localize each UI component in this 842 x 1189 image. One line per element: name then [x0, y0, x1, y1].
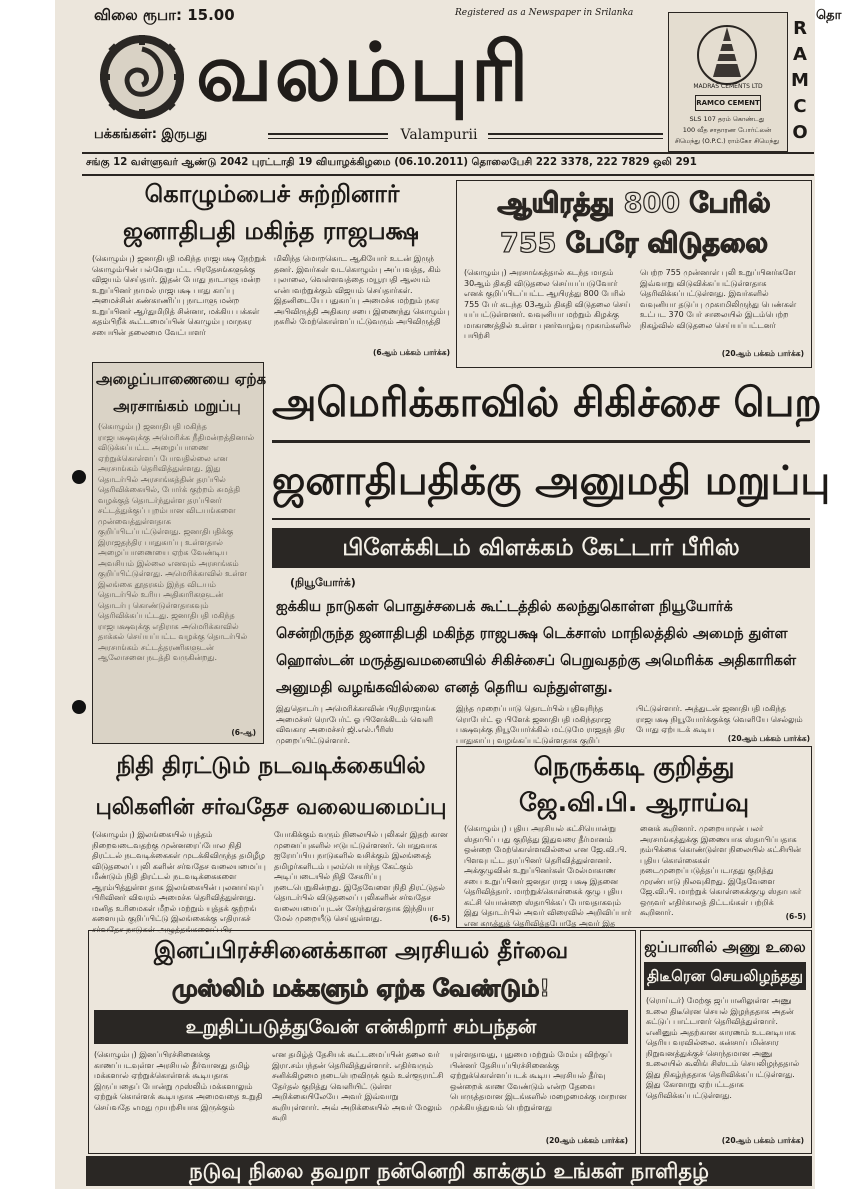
japan-body: (ரொய்டர்) மேற்கு ஜப்பானிலுள்ள அணு உலை திடீரென செயல் இழந்ததாக அதன் கட்டுப் பாட்டாளர் தெரிவித்துள்ளார். எனினும் அதற்கான காரணம் உடனடியாக தெரிய வரவில்லை. கன்சாய் மின்சார நிறுவனத்துக்குச் சொந்தமான அணு உலையில் கூலிங் சிஸ்டம் செயலிழந்ததால் இது நிகழ்ந்ததாக தெரிவிக்கப்பட்டுள்ளது. இது கோளாறு ஏற்பட்டதாக தெரிவிக்கப்பட்டுள்ளது. [646, 996, 800, 1100]
main-col-3: பிட்டுள்ளார். அத்துடன் ஜனாதிபதி மகிந்த ராஜபக்ஷ நியூயோர்க்குக்கு வெளியே செல்லும் போது ஏற்படக் கூடிய [636, 704, 803, 734]
punch-hole-top [72, 470, 86, 484]
main-subheadline: பிளேக்கிடம் விளக்கம் கேட்டார் பீரிஸ் [272, 528, 810, 568]
main-headline-rule [272, 440, 810, 443]
main-headline-2: ஜனாதிபதிக்கு அனுமதி மறுப்பு [272, 458, 831, 504]
masthead-title: வலம்புரி [196, 25, 531, 119]
masthead-rule-right-2 [488, 138, 663, 139]
main-col-1: இதுதொடர்பு அமெரிக்காவின் பிரதிராஜாங்க அமைச்சர் ரொபேர்ட் ஓ பிளேக்கிடம் வெளி விவகார அமைச்சர் ஜி.எல்.பீரிஸ் முறைப்பிட்டுள்ளார். [276, 704, 436, 745]
tamil-headline-2: முஸ்லிம் மக்களும் ஏற்க வேண்டும்! [172, 976, 550, 1002]
govt-headline-1: அழைப்பாணையை ஏற்க [96, 370, 267, 388]
masthead-rule-left [268, 133, 388, 135]
footer-slogan: நடுவு நிலை தவறா நன்னெறி காக்கும் உங்கள் நாளிதழ் [86, 1156, 812, 1186]
dateline-rule-top [82, 152, 814, 154]
masthead-rule-right [488, 133, 663, 135]
masthead-rule-left-2 [268, 138, 388, 139]
masthead-romanized: Valampurii [400, 127, 478, 143]
main-headline-rule-2 [272, 518, 810, 520]
govt-continued: (6-ஆ) [231, 728, 256, 737]
dateline: சங்கு 12 வள்ளுவர் ஆண்டு 2042 புரட்டாதி 19 வியாழக்கிழமை (06.10.2011) தொலைபேசி 222 3378, 222 7829 ஒலி 291 [86, 157, 697, 168]
tamil-col-1: (கொழும்பு) இனப்பிரச்சினைக்கு காணப்படவுள்ள அரசியல் தீர்வானது தமிழ் மக்களால் ஏற்றுக்கொள்ளக் கூடியதாக இருப்பதைப் போன்று முஸ்லிம் மக்களாலும் ஏற்றுக் கொள்ளக் கூடியதாக அமைவதை உறுதி செய்வதே எமது முயற்சியாக இருக்கும் [94, 1050, 263, 1112]
conch-logo [98, 33, 186, 121]
registration-note: Registered as a Newspaper in Srilanka [455, 8, 634, 18]
price-label: விலை ரூபா: 15.00 [94, 6, 235, 24]
colombo-headline-2: ஜனாதிபதி மகிந்த ராஜபக்ஷ [123, 217, 419, 245]
advert-line-2: 100 வீத சாதாரண போர்ட்லன் [682, 126, 772, 134]
advert-line-1: SLS 107 தரம் கொண்டது [689, 115, 765, 123]
colombo-continued: (6ஆம் பக்கம் பார்க்க) [372, 348, 450, 357]
pages-label: பக்கங்கள்: இருபது [94, 127, 208, 142]
advert-company: MADRAS CEMENTS LTD [693, 83, 763, 90]
release-continued: (20ஆம் பக்கம் பார்க்க) [721, 349, 804, 358]
release-col-2: பெற்ற 755 முன்னாள் புலி உறுப்பினர்களே இவ்வாறு விடுவிக்கப்பட்டுள்ளதாக தெரிவிக்கப்பட்டுள்ளது. இவர்களில் வவுனியா தடுப்பு முகாமிலிருந்து பெண்கள் உட்பட 370 பேர் சாலையில் இடம்பெற்ற நிகழ்வில் விடுதலை செய்யப்பட்டனர் [640, 268, 797, 330]
main-headline-1: அமெரிக்காவில் சிகிச்சை பெற [272, 380, 822, 426]
govt-body: (கொழும்பு) ஜனாதிபதி மகிந்த ராஜபக்ஷவுக்கு அமெரிக்க நீதிமன்றத்தினால் விடுக்கப்பட்ட அழைப்பாணை ஏற்றுக்கொள்ளப் போவதில்லை என அரசாங்கம் தெரிவித்துள்ளது. இது தொடர்பில் அரசாங்கத்தின் தரப்பில் தெரிவிக்கையில், போர்க் குற்றம் சுமத்தி வழக்குத் தொடர்ந்துள்ள தரப்பினர் சட்டத்துக்குப் புறம்பான விடயங்களை முன்வைத்துள்ளதாக குறிப்பிடப்பட்டுள்ளது. ஜனாதிபதிக்கு இராஜதந்திர பாதுகாப்பு உள்ளதால் அழைப்பாணையை ஏற்க வேண்டிய அவசியம் இல்லை எனவும் அரசாங்கம் குறிப்பிட்டுள்ளது. அமெரிக்காவில் உள்ள இலங்கை தூதரகம் இந்த விடயம் தொடர்பில் உரிய அதிகாரிகளுடன் தொடர்பு கொண்டுள்ளதாகவும் தெரிவிக்கப்பட்டது. ஜனாதிபதி மகிந்த ராஜபக்ஷவுக்கு எதிராக அமெரிக்காவில் தாக்கல் செய்யப்பட்ட வழக்கு தொடர்பில் அரசாங்கம் சட்டத்தரணிகளுடன் ஆலோசனை நடத்தி வருகின்றது. [98, 422, 255, 662]
colombo-col-1: (கொழும்பு) ஜனாதிபதி மகிந்த ராஜபக்ஷ நேற்றுக் கொழும்பின் பல்வேறுபட்ட பிரதேசங்களுக்கு விஜயம் செய்தார். இதன் போது நாடாளு மன்ற உறுப்பினர் நாமல் ராஜபக்ஷ பாது காப்பு அமைச்சின் கண்காணிப்பு நாடாளு மன்ற உறுப்பினர் ஆர்துமிறித் சின்னா, மக்கிய பக்கள் கதம்பிறீக் கூட்டமைப்பின் கொழும்பு மாநகர சபையின் தலைமை வேட்பாளர் [92, 254, 266, 337]
jvp-headline-2: ஜே.வி.பி. ஆராய்வு [519, 788, 749, 817]
tamil-subheadline: உறுதிப்படுத்துவேன் என்கிறார் சம்பந்தன் [94, 1010, 628, 1044]
fund-headline-1: நிதி திரட்டும் நடவடிக்கையில் [116, 753, 426, 779]
advert-product: RAMCO CEMENT [695, 95, 761, 111]
jvp-continued: (6-5) [785, 912, 806, 921]
jvp-col-1: (கொழும்பு) புதிய அரசியல் கட்சியொன்று ஸ்தாபிப் பது குறித்து இதுவரை தீர்மானம் ஒன்றை மேற்கொள்ளவில்லை என ஜே.வி.பி. பிளவுபட்ட தரப்பினர் தெரிவித்துள்ளனர். அக்குழுவின் உறுப்பினர்கள் மேல்மாகாண சபை உறுப்பினர் ஜனதா ராஜ பக்ஷ இதனை தெரிவித்தார். மாற்றுக்கொள்கைக் குழு புதிய கட்சி யொன்றை ஸ்தாபிக்கப் போவதாகவும் இது தொடர்பில் அவர் விரைவில் அறிவிப்பார் என கருத்துத் தெரிவித்தபோதே அவர் இத [464, 824, 632, 928]
main-col-2: இந்த முறைப்பாடு தொடர்பில் புதிவுரிந்த ரொபேர்ட் ஓ பிளேக் ஜனாதிபதி மகிந்தராஜ பக்ஷவுக்கு நியூயோர்க்கில் மட்டுமே ராஜதந் திர பாதுகாப்பு வழங்கப்பட்டுள்ளதாக குறிப் [456, 704, 625, 745]
jvp-headline-1: நெருக்கடி குறித்து [533, 752, 735, 781]
colombo-headline-1: கொழும்பைச் சுற்றினார் [144, 180, 400, 208]
dateline-rule-bottom [82, 174, 814, 176]
tamil-headline-1: இனப்பிரச்சினைக்கான அரசியல் தீர்வை [153, 938, 569, 964]
corner-label: தொ [816, 8, 842, 23]
fund-col-1: (கொழும்பு) இலங்கையில் யுத்தம் நிறைவடைவதற்கு முன்னரைப்போல நிதி திரட்டல் நடவடிக்கைகள் முடக்கிவிருந்த தமிழீழ விடுதலைப் புலி களின் சர்வதேச வலையமைப்பு மீண்டும் நிதி திரட்டல் நடவடிக்கைகளை ஆரம்பித்துள்ள தாக இலங்கையின் புலனாய்வுப் பிரிவினர் விவரம் அமைச்சு தெரிவித்துள்ளது. மனித உரிமைகள் மீறல் மற்றும் யுத்தக் குற்றங் களையும் குறிப்பிட்டு இலங்கைக்கு எதிராகச் சர்வதேச நாடுகள் அழுத்தங்களைப் பிர [92, 830, 266, 934]
punch-hole-bottom [72, 700, 86, 714]
japan-headline-2: திடீரென செயலிழந்தது [644, 962, 806, 990]
colombo-col-2: மிலிந்த மொறகொட ஆகியோர் உடன் இருந் தனர். இவர்கள் வடகொழும்பு அப்பவத்த, கிம் புலாலை, வெள்ளவத்தை மயூரபதி ஆலயம் என்பவற்றுக்கும் விஜயம் செய்தார்கள். இதனிடையே பதுகாப்பு அமைச்சு மற்றும் நகர அபிவிருத்தி அதிகார சபை இணைந்து கொழும்பு நகரில் மேற்கொள்ளப்பட்டுவரும் அபிவிருத்தி [274, 254, 450, 326]
japan-continued: (20ஆம் பக்கம் பார்க்க) [721, 1136, 804, 1145]
fund-continued: (6-5) [429, 914, 450, 923]
govt-headline-2: அரசாங்கம் மறுப்பு [113, 397, 241, 415]
tamil-col-3: யுள்ளதாவது, புதுமை மற்றும் மேம்பு விற்குப் பின்னர் தேசியப்பிரச்சினைக்கு ஏற்றுக்கொள்ளப்படக் கூடிய அரசியல் தீர்வு ஒன்றைக் காண வேண்டும் என்ற தேவை பொருத்தமான இடங்களில் மழைமைக்கு மாறான முக்கியத்துவம் பெற்றுள்ளது [450, 1050, 627, 1112]
ramco-cement-advert [668, 12, 788, 152]
release-headline-1: ஆயிரத்து 800 பேரில் [497, 188, 771, 219]
advert-line-3: சிமெந்து (O.P.C.) ராம்கோ சிமெந்து [674, 137, 780, 145]
tamil-continued: (20ஆம் பக்கம் பார்க்க) [545, 1136, 628, 1145]
japan-headline-1: ஜப்பானில் அணு உலை [644, 938, 806, 956]
release-headline-2: 755 பேரே விடுதலை [500, 228, 768, 259]
main-continued: (20ஆம் பக்கம் பார்க்க) [727, 734, 810, 743]
fund-headline-2: புலிகளின் சர்வதேச வலையமைப்பு [95, 795, 447, 820]
release-col-1: (கொழும்பு) அரசாங்கத்தால் கடந்த மாதம் 30ஆம் திகதி விடுதலை செய்யப்படுவோர் எனக் குறிப்பிடப்பட்ட ஆயிரத்து 800 பேரில் 755 பேர் கடந்த 03ஆம் திகதி விடுதலை செய் யப்பட்டுள்ளனர். வவுனியா மற்றும் கிழக்கு மாகாணத்தில் உள்ள புனர்வாழ்வு முகாம்களில் பயிற்சி [464, 268, 631, 340]
main-lead: ஐக்கிய நாடுகள் பொதுச்சபைக் கூட்டத்தில் கலந்துகொள்ள நியூயோர்க் சென்றிருந்த ஜனாதிபதி மகிந்த ராஜபக்ஷ டெக்சாஸ் மாநிலத்தில் அமைந் துள்ள ஹொஸ்டன் மருத்துவமனையில் சிகிச்சைப் பெறுவதற்கு அமெரிக்க அதிகாரிகள் அனுமதி வழங்கவில்லை எனத் தெரிய வந்துள்ளது. [276, 599, 797, 696]
jvp-col-2: னைக் கூறினார். முறையாரன் பலர் அரசாங்கத்துக்கு இணையாக ஸ்தாபிப்பதாக நம்பிக்கை கொண்டுள்ள நிலையில் கட்சியின் புதிய கொள்கைகள் நடைமுறைப்படுத்தப்படாதது குறித்து முரண்பாடு நிலவுகிறது. இதேவேளை ஜே.வி.பி. மாற்றுக் கொள்கைக்குழு ஸ்தாபகர் ஒருவர் எதிர்காலத் திட்டங்கள் பற்றிக் கூறினார். [640, 824, 802, 917]
main-dateline: (நியூயோர்க்) [290, 576, 356, 589]
temple-icon [697, 21, 757, 85]
tamil-col-2: என தமிழ்த் தேசியக் கூட்டமைப்பின் தலை வர் இரா.சம்பந்தன் தெரிவித்துள்ளார். எதிர்வரும் சனிக்கிழமை நடைபெறவிருக் கும் உள்ளூராட்சி தேர்தல் குறித்து வெளியிட் டுள்ள அறிக்கையிலேயே அவர் இவ்வாறு கூறியுள்ளார். அவ் அறிக்கையில் அவர் மேலும் கூறி [272, 1050, 444, 1122]
fund-col-2: யோகிக்கும் வரும் நிலையில் புலிகள் இதற் கான முனைப்புகளில் ஈடுபட்டுள்ளனர். பொதுவாக ஐரோப்பிய நாடுகளில் வசிக்கும் இலங்கைத் தமிழர்களிடம் புலம்பெயர்ந்த கேட்கும் அடிப்படையில் நிதி சேகரிப்பு நடைபெறுகின்றது. இதேவேளை நிதி திரட்டுதல் தொடர்பில் விடுதலைப் புலிகளின் சர்வதேச வலையமைப்புடன் சேர்ந்துள்ளதாக இந்தியா மேல் முறையீடு செய்துள்ளது. [274, 830, 448, 923]
advert-brand-vertical: RAMCO [791, 18, 809, 143]
